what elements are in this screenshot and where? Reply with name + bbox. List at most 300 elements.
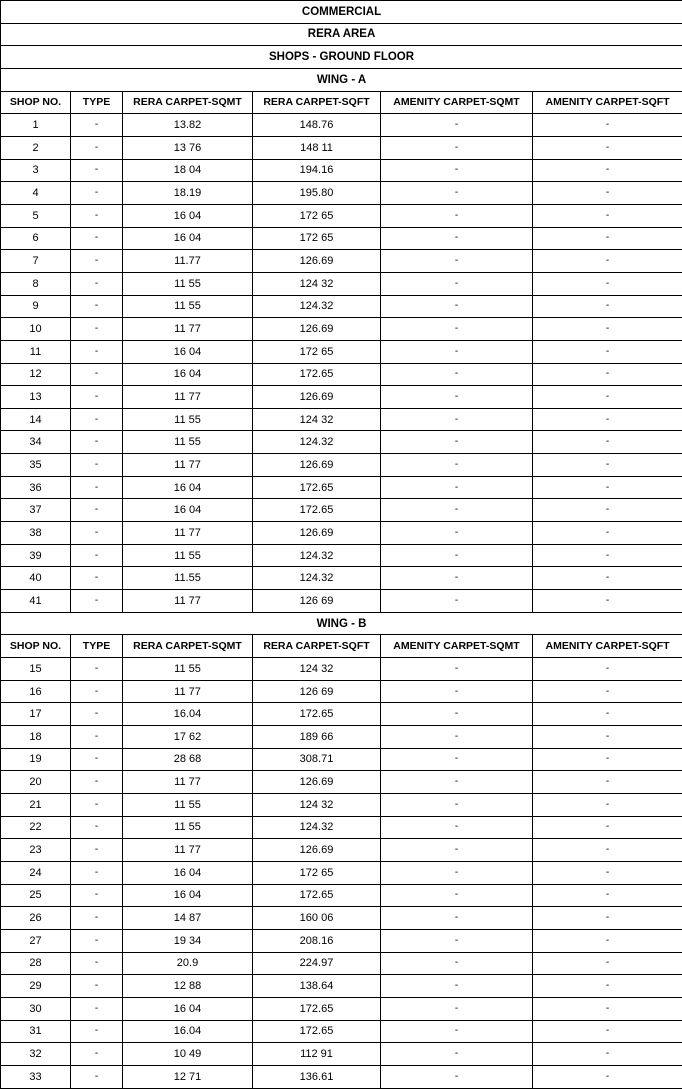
rera-carpet-sqmt-cell: 11 77 xyxy=(123,839,253,862)
shop-no-cell: 13 xyxy=(1,386,71,409)
shop-no-cell: 14 xyxy=(1,408,71,431)
amenity-carpet-sqmt-cell: - xyxy=(381,771,533,794)
table-row xyxy=(1,272,682,295)
rera-carpet-sqft-cell: 224.97 xyxy=(253,952,381,975)
amenity-carpet-sqmt-cell: - xyxy=(381,929,533,952)
table-row xyxy=(1,1065,682,1088)
rera-carpet-sqmt-cell: 11 77 xyxy=(123,771,253,794)
shop-no-cell: 17 xyxy=(1,703,71,726)
shop-no-cell: 21 xyxy=(1,793,71,816)
wing-title: WING - B xyxy=(1,612,682,635)
type-cell: - xyxy=(71,386,123,409)
amenity-carpet-sqmt-cell: - xyxy=(381,567,533,590)
rera-carpet-sqmt-cell: 11 55 xyxy=(123,272,253,295)
banner-row-floor xyxy=(1,46,682,69)
rera-carpet-sqft-cell: 172 65 xyxy=(253,204,381,227)
amenity-carpet-sqft-cell: - xyxy=(533,272,682,295)
amenity-carpet-sqmt-cell: - xyxy=(381,839,533,862)
rera-carpet-sqft-cell: 124 32 xyxy=(253,793,381,816)
shop-no-cell: 16 xyxy=(1,680,71,703)
shop-no-cell: 20 xyxy=(1,771,71,794)
amenity-carpet-sqft-cell: - xyxy=(533,658,682,681)
amenity-carpet-sqft-cell: - xyxy=(533,522,682,545)
amenity-carpet-sqmt-cell: - xyxy=(381,748,533,771)
amenity-carpet-sqft-cell: - xyxy=(533,476,682,499)
shop-no-cell: 37 xyxy=(1,499,71,522)
rera-carpet-sqft-cell: 124 32 xyxy=(253,272,381,295)
rera-carpet-sqmt-cell: 11 55 xyxy=(123,816,253,839)
table-body xyxy=(1,1,682,1089)
type-header: TYPE xyxy=(71,635,123,658)
rera-carpet-sqmt-cell: 12 88 xyxy=(123,975,253,998)
type-header: TYPE xyxy=(71,91,123,114)
amenity-carpet-sqmt-cell: - xyxy=(381,793,533,816)
table-row xyxy=(1,363,682,386)
rera-carpet-sqmt-cell: 16 04 xyxy=(123,861,253,884)
amenity-carpet-sqft-cell: - xyxy=(533,748,682,771)
shop-no-cell: 8 xyxy=(1,272,71,295)
type-cell: - xyxy=(71,680,123,703)
rera-carpet-sqft-cell: 124.32 xyxy=(253,816,381,839)
amenity-carpet-sqmt-cell: - xyxy=(381,431,533,454)
amenity-carpet-sqmt-header: AMENITY CARPET-SQMT xyxy=(381,91,533,114)
amenity-carpet-sqft-cell: - xyxy=(533,793,682,816)
rera-carpet-sqft-cell: 124 32 xyxy=(253,408,381,431)
amenity-carpet-sqmt-cell: - xyxy=(381,454,533,477)
amenity-carpet-sqft-cell: - xyxy=(533,431,682,454)
shop-no-cell: 41 xyxy=(1,590,71,613)
amenity-carpet-sqft-cell: - xyxy=(533,590,682,613)
table-row xyxy=(1,816,682,839)
type-cell: - xyxy=(71,295,123,318)
floor-banner: SHOPS - GROUND FLOOR xyxy=(1,46,682,69)
rera-carpet-sqft-cell: 172 65 xyxy=(253,340,381,363)
amenity-carpet-sqmt-cell: - xyxy=(381,952,533,975)
shop-no-cell: 7 xyxy=(1,250,71,273)
amenity-carpet-sqmt-cell: - xyxy=(381,703,533,726)
rera-carpet-sqft-cell: 172 65 xyxy=(253,861,381,884)
amenity-carpet-sqmt-cell: - xyxy=(381,499,533,522)
type-cell: - xyxy=(71,567,123,590)
amenity-carpet-sqmt-cell: - xyxy=(381,408,533,431)
rera-carpet-sqft-cell: 148 11 xyxy=(253,136,381,159)
amenity-carpet-sqmt-cell: - xyxy=(381,204,533,227)
amenity-carpet-sqft-header: AMENITY CARPET-SQFT xyxy=(533,91,682,114)
amenity-carpet-sqmt-cell: - xyxy=(381,680,533,703)
table-row xyxy=(1,250,682,273)
rera-carpet-sqmt-cell: 16 04 xyxy=(123,499,253,522)
amenity-carpet-sqmt-cell: - xyxy=(381,476,533,499)
table-row xyxy=(1,318,682,341)
category-banner: COMMERCIAL xyxy=(1,1,682,24)
amenity-carpet-sqft-cell: - xyxy=(533,680,682,703)
amenity-carpet-sqft-cell: - xyxy=(533,884,682,907)
rera-carpet-sqmt-cell: 11 77 xyxy=(123,318,253,341)
table-row xyxy=(1,884,682,907)
rera-carpet-sqmt-cell: 16 04 xyxy=(123,884,253,907)
amenity-carpet-sqmt-cell: - xyxy=(381,363,533,386)
rera-carpet-sqmt-cell: 11 55 xyxy=(123,295,253,318)
shop-no-cell: 22 xyxy=(1,816,71,839)
shop-no-cell: 33 xyxy=(1,1065,71,1088)
table-row xyxy=(1,703,682,726)
amenity-carpet-sqmt-cell: - xyxy=(381,114,533,137)
type-cell: - xyxy=(71,1065,123,1088)
amenity-carpet-sqmt-cell: - xyxy=(381,295,533,318)
rera-carpet-sqft-cell: 126.69 xyxy=(253,839,381,862)
table-row xyxy=(1,114,682,137)
amenity-carpet-sqft-header: AMENITY CARPET-SQFT xyxy=(533,635,682,658)
rera-carpet-sqft-cell: 126 69 xyxy=(253,590,381,613)
rera-carpet-sqft-cell: 160 06 xyxy=(253,907,381,930)
wing-title-row xyxy=(1,68,682,91)
rera-carpet-sqft-cell: 126.69 xyxy=(253,522,381,545)
shop-no-cell: 25 xyxy=(1,884,71,907)
rera-carpet-sqft-cell: 136.61 xyxy=(253,1065,381,1088)
type-cell: - xyxy=(71,499,123,522)
rera-carpet-sqmt-cell: 11 77 xyxy=(123,680,253,703)
banner-row-category xyxy=(1,1,682,24)
shop-no-cell: 34 xyxy=(1,431,71,454)
rera-carpet-sqmt-cell: 17 62 xyxy=(123,726,253,749)
table-row xyxy=(1,680,682,703)
type-cell: - xyxy=(71,997,123,1020)
shop-no-cell: 23 xyxy=(1,839,71,862)
table-row xyxy=(1,1043,682,1066)
amenity-carpet-sqmt-cell: - xyxy=(381,272,533,295)
rera-carpet-sqft-cell: 189 66 xyxy=(253,726,381,749)
amenity-carpet-sqmt-cell: - xyxy=(381,250,533,273)
shop-no-header: SHOP NO. xyxy=(1,91,71,114)
rera-carpet-sqft-header: RERA CARPET-SQFT xyxy=(253,91,381,114)
type-cell: - xyxy=(71,952,123,975)
shop-no-cell: 32 xyxy=(1,1043,71,1066)
shop-no-cell: 15 xyxy=(1,658,71,681)
rera-carpet-sqmt-cell: 14 87 xyxy=(123,907,253,930)
shop-no-cell: 6 xyxy=(1,227,71,250)
rera-carpet-sqft-cell: 172.65 xyxy=(253,997,381,1020)
type-cell: - xyxy=(71,182,123,205)
amenity-carpet-sqft-cell: - xyxy=(533,726,682,749)
shop-no-cell: 40 xyxy=(1,567,71,590)
shop-no-cell: 18 xyxy=(1,726,71,749)
table-row xyxy=(1,907,682,930)
amenity-carpet-sqmt-cell: - xyxy=(381,227,533,250)
amenity-carpet-sqft-cell: - xyxy=(533,952,682,975)
table-row xyxy=(1,431,682,454)
amenity-carpet-sqft-cell: - xyxy=(533,204,682,227)
amenity-carpet-sqmt-cell: - xyxy=(381,907,533,930)
table-row xyxy=(1,340,682,363)
shop-no-cell: 35 xyxy=(1,454,71,477)
amenity-carpet-sqmt-cell: - xyxy=(381,318,533,341)
type-cell: - xyxy=(71,703,123,726)
shop-no-cell: 26 xyxy=(1,907,71,930)
rera-carpet-sqmt-cell: 16 04 xyxy=(123,363,253,386)
amenity-carpet-sqmt-cell: - xyxy=(381,544,533,567)
rera-carpet-sqmt-cell: 11 55 xyxy=(123,408,253,431)
column-header-row xyxy=(1,635,682,658)
table-row xyxy=(1,295,682,318)
rera-carpet-sqft-cell: 126.69 xyxy=(253,250,381,273)
table-row xyxy=(1,997,682,1020)
rera-carpet-sqmt-cell: 28 68 xyxy=(123,748,253,771)
table-row xyxy=(1,975,682,998)
table-row xyxy=(1,771,682,794)
amenity-carpet-sqmt-cell: - xyxy=(381,590,533,613)
type-cell: - xyxy=(71,340,123,363)
type-cell: - xyxy=(71,250,123,273)
shop-no-cell: 31 xyxy=(1,1020,71,1043)
type-cell: - xyxy=(71,431,123,454)
rera-carpet-sqmt-cell: 16 04 xyxy=(123,340,253,363)
amenity-carpet-sqft-cell: - xyxy=(533,499,682,522)
shop-no-cell: 3 xyxy=(1,159,71,182)
amenity-carpet-sqft-cell: - xyxy=(533,907,682,930)
wing-title: WING - A xyxy=(1,68,682,91)
amenity-carpet-sqft-cell: - xyxy=(533,295,682,318)
amenity-carpet-sqft-cell: - xyxy=(533,861,682,884)
amenity-carpet-sqmt-cell: - xyxy=(381,340,533,363)
table-row xyxy=(1,476,682,499)
area-banner: RERA AREA xyxy=(1,23,682,46)
amenity-carpet-sqmt-header: AMENITY CARPET-SQMT xyxy=(381,635,533,658)
table-row xyxy=(1,861,682,884)
type-cell: - xyxy=(71,227,123,250)
rera-carpet-sqft-cell: 172 65 xyxy=(253,227,381,250)
amenity-carpet-sqmt-cell: - xyxy=(381,159,533,182)
table-row xyxy=(1,839,682,862)
shop-no-cell: 12 xyxy=(1,363,71,386)
rera-carpet-sqmt-cell: 18 04 xyxy=(123,159,253,182)
type-cell: - xyxy=(71,861,123,884)
table-row xyxy=(1,182,682,205)
type-cell: - xyxy=(71,363,123,386)
type-cell: - xyxy=(71,318,123,341)
table-row xyxy=(1,136,682,159)
rera-carpet-sqmt-cell: 11.77 xyxy=(123,250,253,273)
table-row xyxy=(1,408,682,431)
rera-carpet-sqmt-header: RERA CARPET-SQMT xyxy=(123,91,253,114)
type-cell: - xyxy=(71,975,123,998)
rera-carpet-sqft-cell: 126.69 xyxy=(253,386,381,409)
type-cell: - xyxy=(71,929,123,952)
amenity-carpet-sqft-cell: - xyxy=(533,250,682,273)
type-cell: - xyxy=(71,408,123,431)
rera-carpet-sqmt-cell: 10 49 xyxy=(123,1043,253,1066)
type-cell: - xyxy=(71,658,123,681)
type-cell: - xyxy=(71,544,123,567)
rera-carpet-sqmt-cell: 16 04 xyxy=(123,227,253,250)
rera-carpet-sqmt-cell: 12 71 xyxy=(123,1065,253,1088)
amenity-carpet-sqft-cell: - xyxy=(533,975,682,998)
type-cell: - xyxy=(71,522,123,545)
shop-no-cell: 24 xyxy=(1,861,71,884)
rera-carpet-sqft-cell: 124.32 xyxy=(253,295,381,318)
type-cell: - xyxy=(71,1043,123,1066)
type-cell: - xyxy=(71,476,123,499)
shop-no-cell: 36 xyxy=(1,476,71,499)
table-row xyxy=(1,952,682,975)
amenity-carpet-sqmt-cell: - xyxy=(381,975,533,998)
table-row xyxy=(1,544,682,567)
rera-carpet-sqmt-cell: 11 77 xyxy=(123,386,253,409)
type-cell: - xyxy=(71,114,123,137)
amenity-carpet-sqmt-cell: - xyxy=(381,522,533,545)
shop-no-cell: 19 xyxy=(1,748,71,771)
wing-title-row xyxy=(1,612,682,635)
rera-carpet-sqft-cell: 126.69 xyxy=(253,454,381,477)
rera-carpet-sqft-cell: 112 91 xyxy=(253,1043,381,1066)
amenity-carpet-sqft-cell: - xyxy=(533,114,682,137)
table-row xyxy=(1,159,682,182)
table-row xyxy=(1,748,682,771)
table-row xyxy=(1,454,682,477)
amenity-carpet-sqft-cell: - xyxy=(533,159,682,182)
rera-carpet-sqft-cell: 126.69 xyxy=(253,318,381,341)
shop-no-cell: 28 xyxy=(1,952,71,975)
rera-carpet-sqmt-cell: 13.82 xyxy=(123,114,253,137)
type-cell: - xyxy=(71,907,123,930)
rera-carpet-sqmt-cell: 16 04 xyxy=(123,997,253,1020)
rera-carpet-sqft-cell: 172.65 xyxy=(253,476,381,499)
rera-carpet-sqft-cell: 124.32 xyxy=(253,431,381,454)
shop-no-cell: 39 xyxy=(1,544,71,567)
amenity-carpet-sqft-cell: - xyxy=(533,340,682,363)
rera-carpet-sqft-cell: 194.16 xyxy=(253,159,381,182)
amenity-carpet-sqft-cell: - xyxy=(533,1043,682,1066)
shop-no-cell: 4 xyxy=(1,182,71,205)
type-cell: - xyxy=(71,816,123,839)
amenity-carpet-sqft-cell: - xyxy=(533,703,682,726)
shop-no-cell: 1 xyxy=(1,114,71,137)
shop-no-cell: 30 xyxy=(1,997,71,1020)
amenity-carpet-sqft-cell: - xyxy=(533,318,682,341)
table-row xyxy=(1,567,682,590)
rera-carpet-sqft-cell: 124.32 xyxy=(253,544,381,567)
amenity-carpet-sqft-cell: - xyxy=(533,839,682,862)
type-cell: - xyxy=(71,771,123,794)
amenity-carpet-sqmt-cell: - xyxy=(381,726,533,749)
amenity-carpet-sqmt-cell: - xyxy=(381,658,533,681)
rera-carpet-sqmt-cell: 20.9 xyxy=(123,952,253,975)
rera-carpet-sqmt-cell: 18.19 xyxy=(123,182,253,205)
amenity-carpet-sqft-cell: - xyxy=(533,227,682,250)
shop-no-cell: 11 xyxy=(1,340,71,363)
type-cell: - xyxy=(71,839,123,862)
rera-carpet-sqmt-cell: 11 55 xyxy=(123,793,253,816)
table-row xyxy=(1,590,682,613)
rera-carpet-sqft-header: RERA CARPET-SQFT xyxy=(253,635,381,658)
table-row xyxy=(1,522,682,545)
rera-carpet-sqmt-cell: 16 04 xyxy=(123,204,253,227)
rera-carpet-sqft-cell: 172.65 xyxy=(253,884,381,907)
amenity-carpet-sqft-cell: - xyxy=(533,408,682,431)
amenity-carpet-sqft-cell: - xyxy=(533,363,682,386)
table-row xyxy=(1,929,682,952)
shop-no-cell: 5 xyxy=(1,204,71,227)
amenity-carpet-sqmt-cell: - xyxy=(381,816,533,839)
rera-carpet-sqmt-cell: 13 76 xyxy=(123,136,253,159)
type-cell: - xyxy=(71,204,123,227)
shop-no-cell: 38 xyxy=(1,522,71,545)
amenity-carpet-sqmt-cell: - xyxy=(381,182,533,205)
amenity-carpet-sqft-cell: - xyxy=(533,1065,682,1088)
banner-row-area xyxy=(1,23,682,46)
type-cell: - xyxy=(71,272,123,295)
rera-carpet-sqft-cell: 138.64 xyxy=(253,975,381,998)
shop-no-cell: 10 xyxy=(1,318,71,341)
amenity-carpet-sqft-cell: - xyxy=(533,182,682,205)
table-row xyxy=(1,499,682,522)
rera-carpet-sqmt-cell: 11.55 xyxy=(123,567,253,590)
table-row xyxy=(1,793,682,816)
amenity-carpet-sqft-cell: - xyxy=(533,771,682,794)
shop-no-header: SHOP NO. xyxy=(1,635,71,658)
amenity-carpet-sqmt-cell: - xyxy=(381,136,533,159)
rera-carpet-sqft-cell: 126.69 xyxy=(253,771,381,794)
amenity-carpet-sqft-cell: - xyxy=(533,544,682,567)
table-row xyxy=(1,726,682,749)
type-cell: - xyxy=(71,1020,123,1043)
amenity-carpet-sqmt-cell: - xyxy=(381,997,533,1020)
table-row xyxy=(1,658,682,681)
rera-carpet-sqft-cell: 172.65 xyxy=(253,1020,381,1043)
rera-carpet-sqmt-cell: 11 77 xyxy=(123,522,253,545)
rera-carpet-sqft-cell: 148.76 xyxy=(253,114,381,137)
amenity-carpet-sqft-cell: - xyxy=(533,1020,682,1043)
amenity-carpet-sqft-cell: - xyxy=(533,929,682,952)
type-cell: - xyxy=(71,793,123,816)
rera-carpet-sqft-cell: 172.65 xyxy=(253,703,381,726)
type-cell: - xyxy=(71,136,123,159)
type-cell: - xyxy=(71,590,123,613)
amenity-carpet-sqft-cell: - xyxy=(533,386,682,409)
amenity-carpet-sqmt-cell: - xyxy=(381,386,533,409)
amenity-carpet-sqft-cell: - xyxy=(533,454,682,477)
amenity-carpet-sqmt-cell: - xyxy=(381,1043,533,1066)
rera-carpet-sqft-cell: 195.80 xyxy=(253,182,381,205)
type-cell: - xyxy=(71,748,123,771)
shop-no-cell: 27 xyxy=(1,929,71,952)
rera-carpet-sqft-cell: 124 32 xyxy=(253,658,381,681)
table-row xyxy=(1,386,682,409)
table-row xyxy=(1,1020,682,1043)
rera-carpet-sqmt-cell: 11 77 xyxy=(123,590,253,613)
table-row xyxy=(1,227,682,250)
table-row xyxy=(1,204,682,227)
amenity-carpet-sqft-cell: - xyxy=(533,567,682,590)
type-cell: - xyxy=(71,159,123,182)
shop-no-cell: 9 xyxy=(1,295,71,318)
rera-carpet-sqmt-header: RERA CARPET-SQMT xyxy=(123,635,253,658)
rera-carpet-sqft-cell: 172.65 xyxy=(253,363,381,386)
rera-carpet-sqft-cell: 126 69 xyxy=(253,680,381,703)
rera-carpet-sqmt-cell: 16.04 xyxy=(123,1020,253,1043)
shop-no-cell: 2 xyxy=(1,136,71,159)
type-cell: - xyxy=(71,884,123,907)
type-cell: - xyxy=(71,454,123,477)
rera-carpet-sqmt-cell: 11 55 xyxy=(123,431,253,454)
amenity-carpet-sqmt-cell: - xyxy=(381,884,533,907)
type-cell: - xyxy=(71,726,123,749)
rera-carpet-sqmt-cell: 11 55 xyxy=(123,658,253,681)
shop-no-cell: 29 xyxy=(1,975,71,998)
rera-carpet-sqft-cell: 308.71 xyxy=(253,748,381,771)
amenity-carpet-sqmt-cell: - xyxy=(381,1065,533,1088)
rera-carpet-sqft-cell: 208.16 xyxy=(253,929,381,952)
rera-carpet-sqmt-cell: 19 34 xyxy=(123,929,253,952)
